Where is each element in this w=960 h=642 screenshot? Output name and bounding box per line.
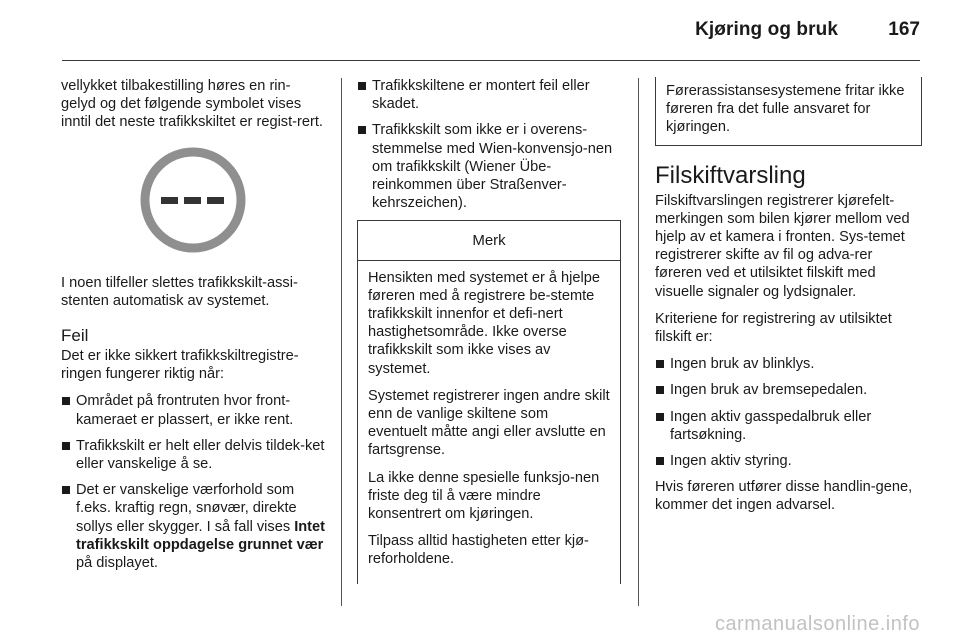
list-item — [61, 481, 325, 572]
fault-list — [61, 392, 325, 572]
page-header-title: Kjøring og bruk — [695, 19, 838, 40]
sign-figure — [61, 142, 325, 258]
list-item: Trafikkskilt som ikke er i overens-stemmelse med Wien-konvensjo-nen om trafikkskilt (Wiener Übe-reinkommen über Straßenver-kehrszeichen). — [357, 121, 619, 212]
header-divider — [62, 60, 920, 61]
list-item-tail: på displayet. — [76, 555, 158, 572]
list-item: Ingen bruk av blinklys. — [655, 355, 922, 373]
section-title: Filskiftvarsling — [655, 161, 806, 189]
auto-delete-paragraph: I noen tilfeller slettes trafikkskilt-assi-stenten automatisk av systemet. — [61, 274, 298, 309]
no-sign-detected-icon — [137, 144, 249, 256]
section-paragraph-1: Filskiftvarslingen registrerer kjørefelt-merkingen som bilen kjører mellom ved hjelp av et kamera i fronten. Sys-temet registrerer skifte av fil og adva-rer føreren ved et utilsiktet filskift med visuelle signaler og lydsignaler. — [655, 192, 910, 300]
list-item: Ingen aktiv styring. — [655, 452, 922, 470]
section-paragraph-3: Hvis føreren utfører disse handlin-gene, kommer det ingen advarsel. — [655, 479, 913, 514]
list-item: Trafikkskilt er helt eller delvis tildek-ket eller vanskelige å se. — [61, 437, 325, 473]
note-paragraph: Hensikten med systemet er å hjelpe føreren med å registrere be-stemte trafikkskilt innenfor et defi-nert hastighetsområde. Ikke overse trafikkskilt som ikke vises av systemet. — [368, 269, 600, 377]
list-item: Området på frontruten hvor front-kameraet er plassert, er ikke rent. — [61, 392, 325, 428]
watermark-text: carmanualsonline.info — [714, 613, 920, 635]
fault-paragraph: Det er ikke sikkert trafikkskiltregistre-ringen fungerer riktig når: — [61, 348, 299, 383]
list-item: Ingen bruk av bremsepedalen. — [655, 381, 922, 399]
column-1 — [61, 77, 325, 580]
page-number: 167 — [888, 19, 920, 40]
list-item: Trafikkskiltene er montert feil eller skadet. — [357, 77, 619, 113]
info-box: Førerassistansesystemene fritar ikke føreren fra det fulle ansvaret for kjøringen. — [655, 77, 922, 146]
section-paragraph-2: Kriteriene for registrering av utilsiktet filskift er: — [655, 310, 892, 346]
note-box — [357, 220, 621, 583]
intro-paragraph: vellykket tilbakestilling høres en rin-gelyd og det følgende symbolet vises inntil det neste trafikkskiltet er regist-rert. — [61, 78, 323, 131]
fault-heading: Feil — [61, 326, 89, 346]
note-title: Merk — [358, 221, 620, 260]
display-message: Intet trafikkskilt oppdagelse grunnet vær — [76, 518, 325, 553]
column-divider-2 — [638, 78, 639, 606]
column-3 — [655, 77, 922, 524]
fault-list-continued — [357, 77, 619, 212]
note-paragraph: La ikke denne spesielle funksjo-nen friste deg til å være mindre konsentrert om kjøringen. — [368, 469, 600, 523]
criteria-list — [655, 355, 922, 470]
column-divider-1 — [341, 78, 342, 606]
list-item: Ingen aktiv gasspedalbruk eller fartsøkning. — [655, 408, 922, 444]
note-paragraph: Systemet registrerer ingen andre skilt enn de vanlige skiltene som eventuelt måtte angi eller avslutte en fartsgrense. — [368, 387, 610, 459]
list-item-text: Det er vanskelige værforhold som f.eks. kraftig regn, snøvær, direkte sollys eller skygger. I så fall vises — [76, 482, 297, 535]
column-2 — [357, 77, 619, 584]
note-paragraph: Tilpass alltid hastigheten etter kjø-reforholdene. — [368, 533, 589, 568]
note-body — [358, 261, 620, 584]
